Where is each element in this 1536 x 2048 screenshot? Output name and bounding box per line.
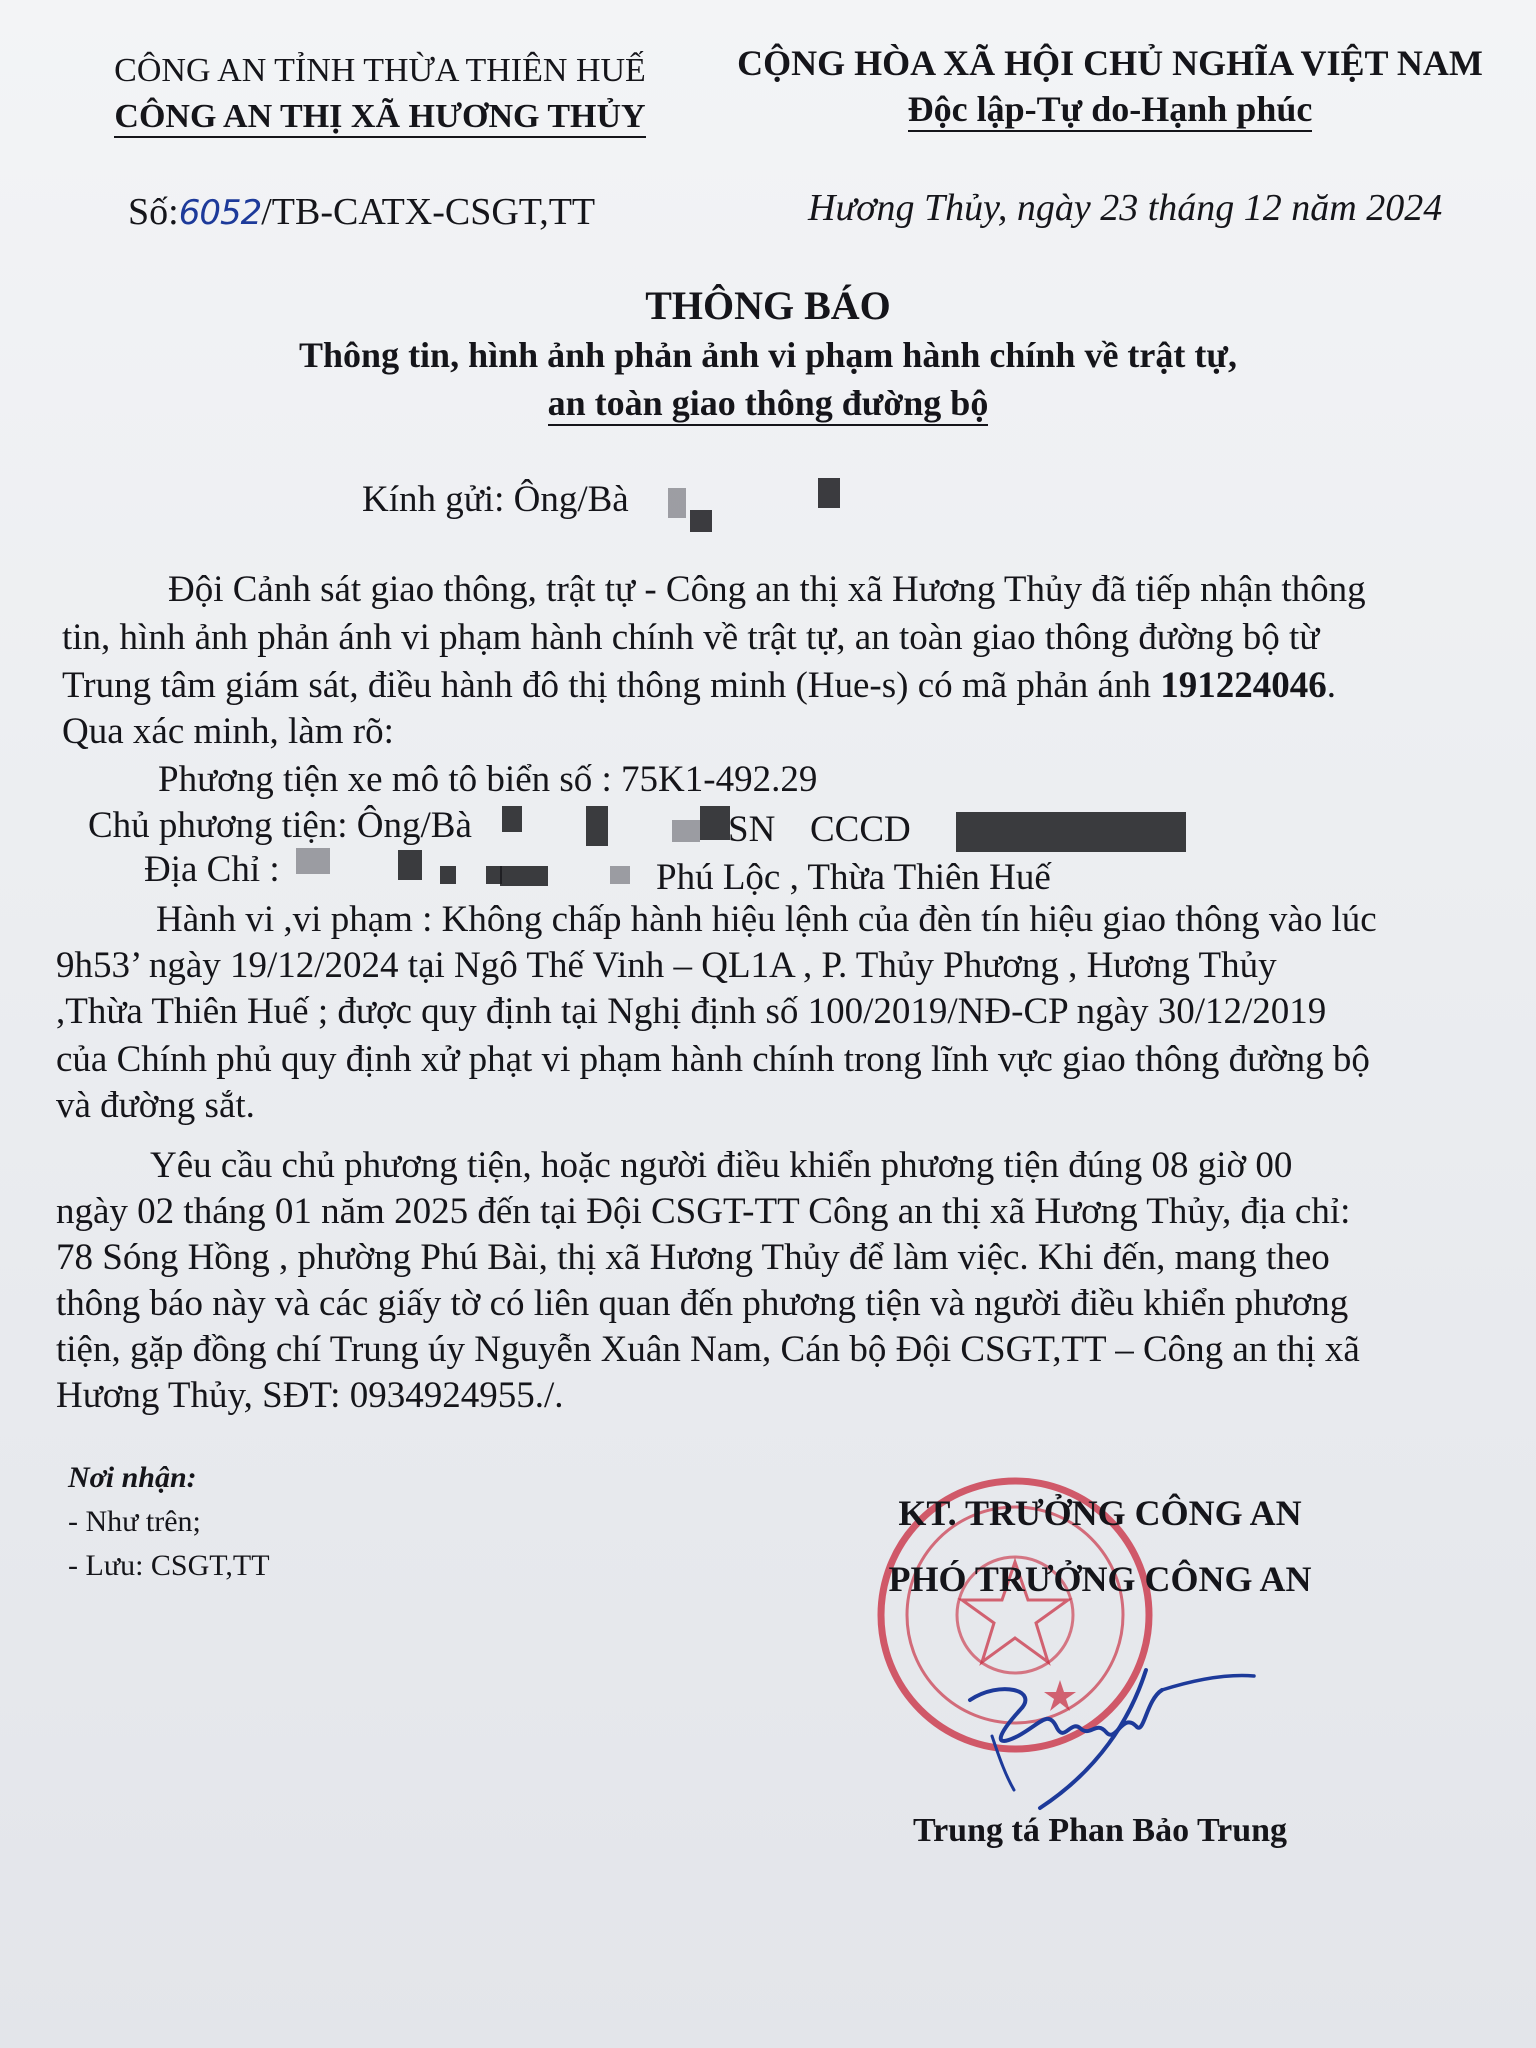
org-town <box>90 94 670 140</box>
intro-line-1: Đội Cảnh sát giao thông, trật tự - Công an thị xã Hương Thủy đã tiếp nhận thông <box>168 569 1366 610</box>
violation-line-4: của Chính phủ quy định xử phạt vi phạm hành chính trong lĩnh vực giao thông đường bộ <box>56 1039 1370 1080</box>
intro-line-2: tin, hình ảnh phản ánh vi phạm hành chính về trật tự, an toàn giao thông đường bộ từ <box>62 617 1320 658</box>
violation-line-2: 9h53’ ngày 19/12/2024 tại Ngô Thế Vinh – QL1A , P. Thủy Phương , Hương Thủy <box>56 945 1277 986</box>
national-motto <box>720 40 1500 132</box>
report-code: 191224046 <box>1160 665 1327 706</box>
request-line-1: Yêu cầu chủ phương tiện, hoặc người điều khiển phương tiện đúng 08 giờ 00 <box>150 1145 1293 1186</box>
document-title: THÔNG BÁO <box>645 283 891 328</box>
redaction-recipient-1 <box>668 488 686 518</box>
intro-line-3 <box>62 664 1336 708</box>
recipients-label: Nơi nhận: <box>68 1461 197 1494</box>
doc-number-prefix: Số: <box>128 191 179 233</box>
signer-name: Trung tá Phan Bảo Trung <box>912 1812 1288 1849</box>
intro-line-4: Qua xác minh, làm rõ: <box>62 711 394 752</box>
document-number <box>128 190 595 234</box>
document-subtitle-line2 <box>0 382 1536 424</box>
redaction-recipient-2 <box>690 510 712 532</box>
issuing-organization <box>90 48 670 140</box>
document-subtitle-line1: Thông tin, hình ảnh phản ảnh vi phạm hành chính về trật tự, <box>299 335 1237 375</box>
recipients-item-1: - Như trên; <box>68 1505 201 1538</box>
signature-title-2: PHÓ TRƯỞNG CÔNG AN <box>888 1559 1312 1599</box>
redaction-owner-4 <box>700 806 730 840</box>
recipient-label: Kính gửi: Ông/Bà <box>362 479 629 520</box>
recipient-line <box>362 478 629 522</box>
request-line-5: tiện, gặp đồng chí Trung úy Nguyễn Xuân Nam, Cán bộ Đội CSGT,TT – Công an thị xã <box>56 1329 1360 1370</box>
vehicle-plate: Phương tiện xe mô tô biển số : 75K1-492.29 <box>158 759 818 800</box>
doc-number-handwritten: 6052 <box>178 193 262 233</box>
redaction-owner-3 <box>672 820 700 842</box>
report-code-period: . <box>1326 665 1336 706</box>
intro-line-3-text: Trung tâm giám sát, điều hành đô thị thông minh (Hue-s) có mã phản ánh <box>62 665 1151 706</box>
request-line-3: 78 Sóng Hồng , phường Phú Bài, thị xã Hương Thủy để làm việc. Khi đến, mang theo <box>56 1237 1330 1278</box>
redaction-address-1 <box>296 848 330 874</box>
redaction-address-2 <box>398 850 422 880</box>
redaction-address-3 <box>440 866 456 884</box>
handwritten-signature <box>930 1640 1270 1820</box>
owner-cccd-label: CCCD <box>810 809 911 850</box>
place-date: Hương Thủy, ngày 23 tháng 12 năm 2024 <box>808 187 1443 229</box>
owner-label: Chủ phương tiện: Ông/Bà <box>88 805 472 846</box>
nation-name: CỘNG HÒA XÃ HỘI CHỦ NGHĨA VIỆT NAM <box>737 43 1483 83</box>
redaction-owner-1 <box>502 806 522 832</box>
doc-number-suffix: /TB-CATX-CSGT,TT <box>261 191 596 233</box>
redaction-address-5 <box>500 866 548 886</box>
recipients-item-2: - Lưu: CSGT,TT <box>68 1549 270 1582</box>
violation-line-3: ,Thừa Thiên Huế ; được quy định tại Nghị định số 100/2019/NĐ-CP ngày 30/12/2019 <box>56 991 1327 1032</box>
redaction-owner-2 <box>586 806 608 846</box>
org-town-text: CÔNG AN THỊ XÃ HƯƠNG THỦY <box>114 98 645 138</box>
request-line-2: ngày 02 tháng 01 năm 2025 đến tại Đội CSGT-TT Công an thị xã Hương Thủy, địa chỉ: <box>56 1191 1351 1232</box>
violation-line-1: Hành vi ,vi phạm : Không chấp hành hiệu lệnh của đèn tín hiệu giao thông vào lúc <box>156 899 1377 940</box>
motto: Độc lập-Tự do-Hạnh phúc <box>908 89 1313 132</box>
address-label: Địa Chỉ : <box>144 849 280 890</box>
address-tail: Phú Lộc , Thừa Thiên Huế <box>656 857 1051 898</box>
request-line-6: Hương Thủy, SĐT: 0934924955./. <box>56 1375 564 1416</box>
signature-title-1: KT. TRƯỞNG CÔNG AN <box>898 1493 1302 1533</box>
request-line-4: thông báo này và các giấy tờ có liên quan đến phương tiện và người điều khiển phương <box>56 1283 1349 1324</box>
subtitle-line2-text: an toàn giao thông đường bộ <box>548 383 989 426</box>
redaction-recipient-3 <box>818 478 840 508</box>
recipients-block <box>68 1456 270 1588</box>
redaction-address-6 <box>610 866 630 884</box>
org-province: CÔNG AN TỈNH THỪA THIÊN HUẾ <box>114 52 646 89</box>
violation-line-5: và đường sắt. <box>56 1085 255 1126</box>
motto-block <box>720 86 1500 132</box>
redaction-cccd <box>956 812 1186 852</box>
owner-sn: SN <box>728 809 776 850</box>
